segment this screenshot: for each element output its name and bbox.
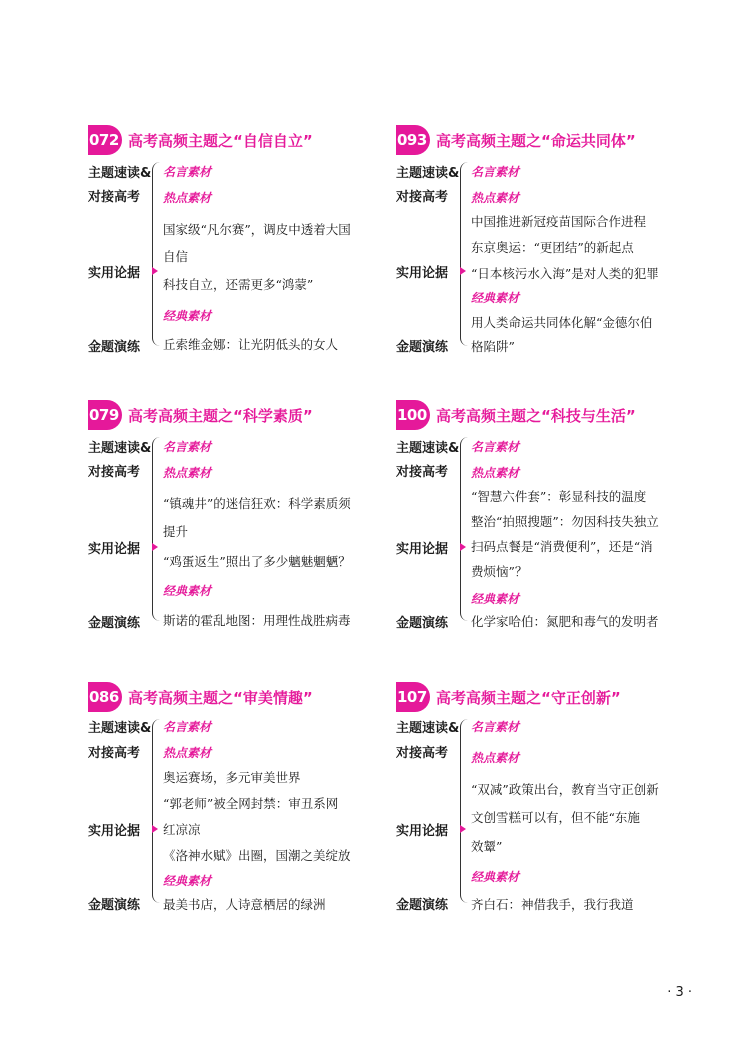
- label-exam-link: 对接高考: [396, 465, 449, 480]
- label-exam-practice: 金题演练: [396, 340, 449, 355]
- pointer-arrow-icon: [460, 543, 466, 551]
- brace-line: [152, 719, 161, 903]
- number-badge: [88, 400, 122, 430]
- sub-classic: 经典素材: [471, 291, 520, 305]
- section-107: [396, 682, 696, 917]
- section-header: [396, 125, 696, 155]
- label-theme-reading: 主题速读&: [396, 721, 460, 736]
- sub-quotes: 名言素材: [471, 440, 520, 454]
- section-number: 100: [397, 406, 427, 424]
- label-exam-link: 对接高考: [88, 465, 141, 480]
- label-theme-reading: 主题速读&: [88, 441, 152, 456]
- item-line: “镇魂井”的迷信狂欢：科学素质须: [163, 496, 351, 511]
- label-practical-evidence: 实用论据: [396, 542, 449, 557]
- label-exam-practice: 金题演练: [88, 616, 141, 631]
- item-line: 丘索维金娜：让光阴低头的女人: [163, 337, 339, 352]
- sub-quotes: 名言素材: [471, 165, 520, 179]
- item-line: 自信: [163, 249, 189, 264]
- item-line: 提升: [163, 524, 189, 539]
- label-exam-link: 对接高考: [396, 746, 449, 761]
- label-practical-evidence: 实用论据: [396, 824, 449, 839]
- pointer-arrow-icon: [460, 267, 466, 275]
- label-exam-link: 对接高考: [88, 190, 141, 205]
- section-title: 高考高频主题之“守正创新”: [436, 689, 621, 707]
- item-line: “郭老师”被全网封禁：审丑系网: [163, 796, 339, 811]
- section-header: [396, 400, 696, 430]
- item-line: 斯诺的霍乱地图：用理性战胜病毒: [163, 613, 351, 628]
- item-line: 最美书店，人诗意栖居的绿洲: [163, 897, 326, 912]
- section-header: [88, 125, 388, 155]
- item-line: “鸡蛋返生”照出了多少魑魅魍魉？: [163, 554, 351, 569]
- sub-hot-topics: 热点素材: [163, 191, 212, 205]
- item-line: 费烦恼”？: [471, 564, 528, 579]
- item-line: 国家级“凡尔赛”，调皮中透着大国: [163, 222, 351, 237]
- section-title: 高考高频主题之“自信自立”: [128, 132, 313, 150]
- label-theme-reading: 主题速读&: [396, 441, 460, 456]
- section-072: [88, 125, 388, 360]
- item-line: 齐白石：神借我手，我行我道: [471, 897, 634, 912]
- brace-line: [152, 437, 161, 621]
- sub-quotes: 名言素材: [163, 720, 212, 734]
- pointer-arrow-icon: [152, 825, 158, 833]
- label-theme-reading: 主题速读&: [396, 166, 460, 181]
- pointer-arrow-icon: [152, 267, 158, 275]
- label-practical-evidence: 实用论据: [396, 266, 449, 281]
- label-exam-practice: 金题演练: [396, 616, 449, 631]
- brace-line: [152, 162, 161, 346]
- sub-classic: 经典素材: [471, 870, 520, 884]
- item-line: 整治“拍照搜题”：勿因科技失独立: [471, 514, 659, 529]
- section-title: 高考高频主题之“命运共同体”: [436, 132, 636, 150]
- section-header: [88, 400, 388, 430]
- item-line: 《洛神水赋》出圈，国潮之美绽放: [163, 848, 351, 863]
- section-number: 072: [89, 131, 119, 149]
- number-badge: [396, 400, 430, 430]
- section-number: 093: [397, 131, 427, 149]
- section-title: 高考高频主题之“科学素质”: [128, 407, 313, 425]
- item-line: 中国推进新冠疫苗国际合作进程: [471, 214, 647, 229]
- item-line: “双减”政策出台，教育当守正创新: [471, 782, 659, 797]
- item-line: 化学家哈伯：氮肥和毒气的发明者: [471, 614, 659, 629]
- label-exam-link: 对接高考: [88, 746, 141, 761]
- label-exam-practice: 金题演练: [88, 340, 141, 355]
- sub-hot-topics: 热点素材: [471, 191, 520, 205]
- number-badge: [396, 125, 430, 155]
- section-header: [396, 682, 696, 712]
- label-practical-evidence: 实用论据: [88, 542, 141, 557]
- sub-classic: 经典素材: [163, 874, 212, 888]
- label-practical-evidence: 实用论据: [88, 266, 141, 281]
- section-093: [396, 125, 696, 360]
- item-line: 用人类命运共同体化解“金德尔伯: [471, 315, 653, 330]
- section-number: 086: [89, 688, 119, 706]
- sub-quotes: 名言素材: [163, 440, 212, 454]
- label-theme-reading: 主题速读&: [88, 721, 152, 736]
- sub-classic: 经典素材: [163, 309, 212, 323]
- pointer-arrow-icon: [460, 825, 466, 833]
- brace-line: [460, 437, 469, 621]
- sub-quotes: 名言素材: [471, 720, 520, 734]
- item-line: 奥运赛场，多元审美世界: [163, 770, 301, 785]
- item-line: 红凉凉: [163, 822, 201, 837]
- label-exam-practice: 金题演练: [396, 898, 449, 913]
- sub-quotes: 名言素材: [163, 165, 212, 179]
- label-exam-practice: 金题演练: [88, 898, 141, 913]
- section-079: [88, 400, 388, 635]
- label-theme-reading: 主题速读&: [88, 166, 152, 181]
- sub-classic: 经典素材: [471, 592, 520, 606]
- item-line: 文创雪糕可以有，但不能“东施: [471, 810, 640, 825]
- label-exam-link: 对接高考: [396, 190, 449, 205]
- sub-hot-topics: 热点素材: [471, 466, 520, 480]
- item-line: 效颦”: [471, 839, 503, 854]
- section-title: 高考高频主题之“科技与生活”: [436, 407, 636, 425]
- item-line: 格陷阱”: [471, 339, 515, 354]
- item-line: 扫码点餐是“消费便利”，还是“消: [471, 539, 653, 554]
- label-practical-evidence: 实用论据: [88, 824, 141, 839]
- section-title: 高考高频主题之“审美情趣”: [128, 689, 313, 707]
- sub-hot-topics: 热点素材: [163, 466, 212, 480]
- page-number: · 3 ·: [667, 985, 692, 1000]
- section-086: [88, 682, 388, 917]
- item-line: 东京奥运：“更团结”的新起点: [471, 240, 634, 255]
- section-number: 107: [397, 688, 427, 706]
- item-line: 科技自立，还需更多“鸿蒙”: [163, 277, 314, 292]
- section-header: [88, 682, 388, 712]
- number-badge: [88, 682, 122, 712]
- number-badge: [88, 125, 122, 155]
- section-100: [396, 400, 696, 635]
- brace-line: [460, 162, 469, 346]
- item-line: “智慧六件套”：彰显科技的温度: [471, 489, 647, 504]
- pointer-arrow-icon: [152, 543, 158, 551]
- item-line: “日本核污水入海”是对人类的犯罪: [471, 266, 659, 281]
- sub-hot-topics: 热点素材: [471, 751, 520, 765]
- brace-line: [460, 719, 469, 903]
- sub-hot-topics: 热点素材: [163, 746, 212, 760]
- sub-classic: 经典素材: [163, 584, 212, 598]
- number-badge: [396, 682, 430, 712]
- section-number: 079: [89, 406, 119, 424]
